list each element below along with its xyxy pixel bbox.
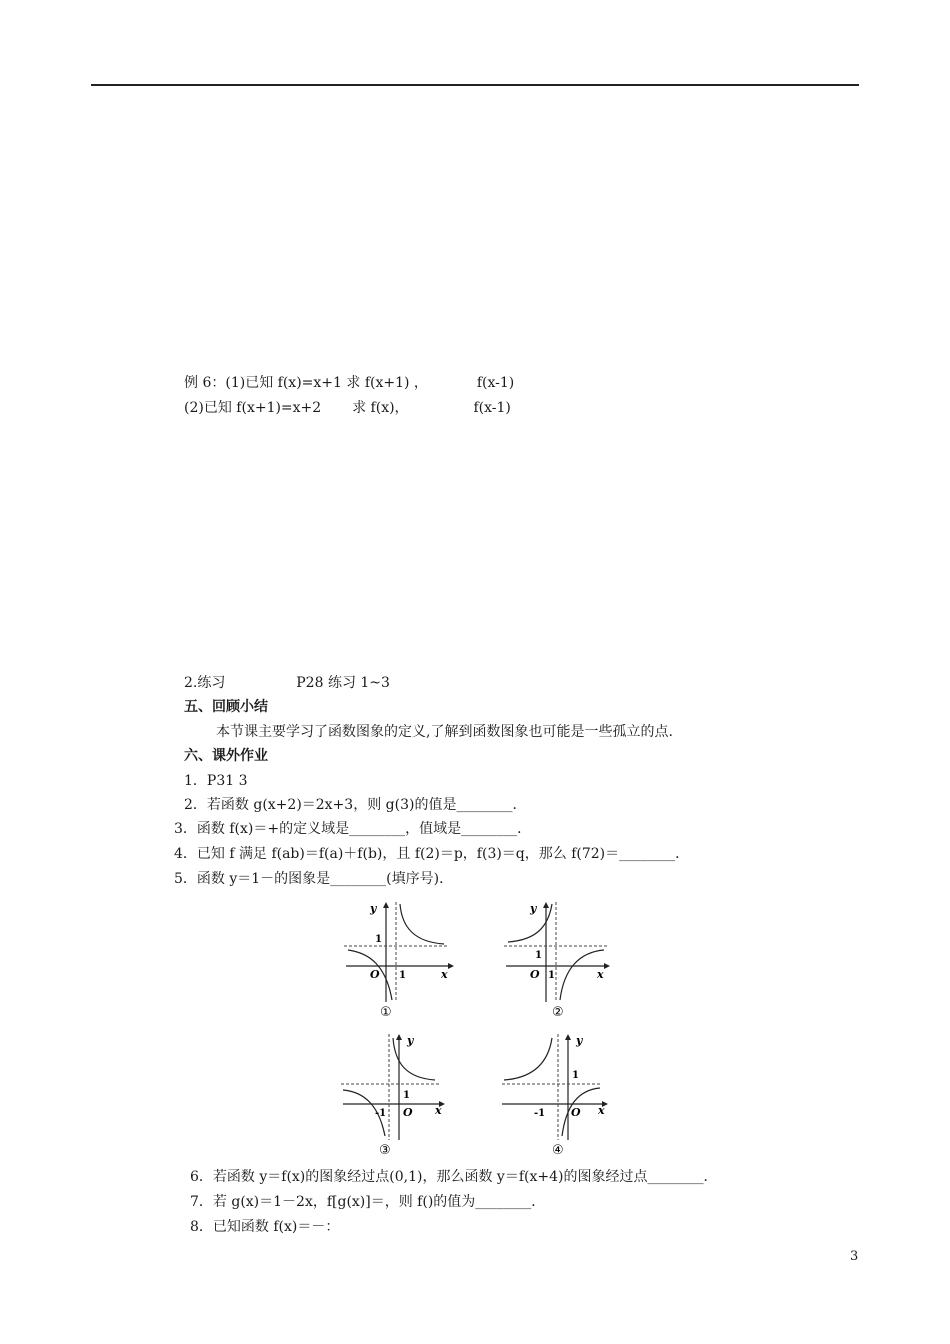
- homework-item-8: 8．已知函数 f(x)＝－：: [190, 1219, 340, 1235]
- homework-item-3: 3．函数 f(x)＝+的定义域是________，值域是________．: [174, 821, 532, 837]
- graph-3-origin: O: [403, 1106, 413, 1119]
- graph-1-x-label: x: [441, 968, 448, 981]
- page-number: 3: [850, 1249, 859, 1264]
- section5-text: 本节课主要学习了函数图象的定义,了解到函数图象也可能是一些孤立的点.: [216, 724, 673, 740]
- practice-label: 2.练习: [184, 675, 226, 691]
- graph-4-one-y: 1: [572, 1070, 579, 1081]
- example6-line2: [184, 399, 511, 417]
- example6-line1: [184, 374, 514, 392]
- homework-item-1: 1．P31 3: [184, 773, 248, 789]
- example6-ask-2: 求 f(x)，: [352, 400, 409, 416]
- graph-2-one-y: 1: [535, 950, 542, 961]
- homework-item-4: 4．已知 f 满足 f(ab)＝f(a)＋f(b)，且 f(2)＝p，f(3)＝q，那么 f(72)＝________．: [174, 846, 690, 862]
- practice-ref: P28 练习 1~3: [296, 675, 390, 691]
- practice-line: [184, 674, 390, 692]
- graph-3-neg-one: -1: [375, 1108, 387, 1119]
- graph-3-y-label: y: [407, 1034, 414, 1047]
- section5-heading: 五、回顾小结: [184, 699, 268, 715]
- homework-item-2: 2．若函数 g(x+2)＝2x+3，则 g(3)的值是________．: [184, 797, 527, 813]
- graph-2-origin: O: [530, 968, 540, 981]
- graph-1-one-x: 1: [399, 970, 406, 981]
- graph-1-y-label: y: [370, 902, 377, 915]
- example6-ask2: f(x-1): [476, 375, 515, 391]
- graph-3-x-label: x: [435, 1104, 442, 1117]
- section6-heading: 六、课外作业: [184, 748, 268, 764]
- graph-2: [500, 898, 620, 1023]
- example6-given: f(x)=x+1: [277, 375, 342, 391]
- homework-item-6: 6．若函数 y＝f(x)的图象经过点(0,1)，那么函数 y＝f(x+4)的图象经过点________．: [190, 1169, 718, 1185]
- graph-4-x-label: x: [598, 1104, 605, 1117]
- graph-4-y-label: y: [576, 1034, 583, 1047]
- graph-1-origin: O: [370, 968, 380, 981]
- graph-4-origin: O: [571, 1106, 581, 1119]
- graph-2-label: ②: [552, 1005, 564, 1020]
- homework-item-7: 7．若 g(x)＝1－2x，f[g(x)]＝，则 f()的值为________．: [190, 1194, 546, 1210]
- example6-ask2-2: f(x-1): [473, 400, 511, 416]
- graph-3-one-y: 1: [403, 1090, 410, 1101]
- graph-4-label: ④: [552, 1143, 564, 1158]
- header-rule: [91, 84, 859, 86]
- graph-4-neg-one: -1: [534, 1108, 546, 1119]
- graph-1-label: ①: [380, 1005, 392, 1020]
- graph-1-one-y: 1: [375, 934, 382, 945]
- homework-item-5: 5．函数 y＝1－的图象是________(填序号)．: [174, 871, 454, 887]
- graph-2-y-label: y: [530, 902, 537, 915]
- graph-4: [498, 1030, 618, 1160]
- graph-3-label: ③: [379, 1143, 391, 1158]
- graph-2-one-x: 1: [548, 970, 555, 981]
- graph-2-x-label: x: [597, 968, 604, 981]
- graph-3: [337, 1030, 457, 1160]
- example6-ask: 求 f(x+1) ，: [346, 375, 428, 391]
- graph-1: [340, 898, 460, 1023]
- example6-label-2: (2)已知: [184, 400, 232, 416]
- example6-given-2: f(x+1)=x+2: [236, 400, 322, 416]
- example6-label: 例 6：(1)已知: [184, 375, 274, 391]
